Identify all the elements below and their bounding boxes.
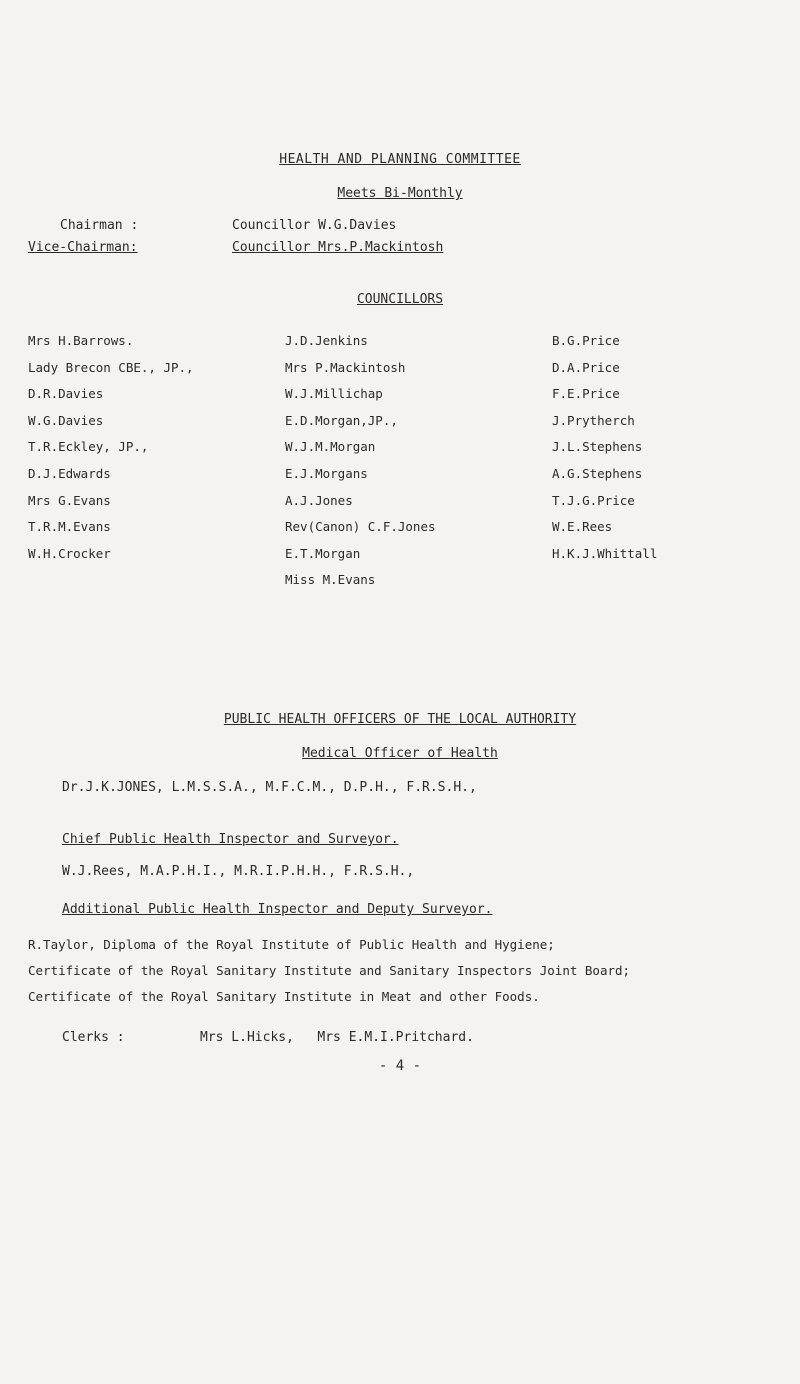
- councillor-name: D.A.Price: [552, 359, 620, 375]
- councillor-name: T.R.Eckley, JP.,: [28, 439, 149, 455]
- chief-inspector-title: Chief Public Health Inspector and Surveyor.: [62, 832, 399, 847]
- councillor-name: B.G.Price: [552, 333, 620, 348]
- councillor-name: D.J.Edwards: [28, 465, 111, 481]
- councillor-name: W.H.Crocker: [28, 545, 111, 561]
- councillor-name: W.E.Rees: [552, 519, 613, 535]
- chief-inspector-name: W.J.Rees, M.A.P.H.I., M.R.I.P.H.H., F.R.S.H.,: [62, 864, 415, 879]
- officers-heading: PUBLIC HEALTH OFFICERS OF THE LOCAL AUTHORITY: [223, 712, 577, 727]
- councillor-name: T.J.G.Price: [552, 492, 635, 508]
- councillor-name: D.R.Davies: [28, 386, 104, 402]
- councillor-name: W.J.Millichap: [285, 386, 383, 402]
- medical-officer-name: Dr.J.K.JONES, L.M.S.S.A., M.F.C.M., D.P.H., F.R.S.H.,: [62, 780, 477, 795]
- vice-chairman-label: Vice-Chairman:: [28, 240, 138, 255]
- councillor-name: E.T.Morgan: [285, 545, 361, 561]
- councillor-name: J.D.Jenkins: [285, 333, 368, 348]
- councillor-name: J.L.Stephens: [552, 439, 643, 455]
- clerks-value: Mrs L.Hicks, Mrs E.M.I.Pritchard.: [200, 1030, 474, 1045]
- councillor-name: W.J.M.Morgan: [285, 439, 376, 455]
- councillor-name: H.K.J.Whittall: [552, 545, 658, 561]
- additional-inspector-details: [28, 932, 798, 1010]
- councillor-name: E.J.Morgans: [285, 465, 368, 481]
- councillor-name: Miss M.Evans: [285, 572, 376, 588]
- meeting-frequency: Meets Bi-Monthly: [337, 186, 463, 201]
- councillor-name: Lady Brecon CBE., JP.,: [28, 359, 194, 375]
- councillor-name: Mrs H.Barrows.: [28, 333, 134, 348]
- councillors-column-1: [28, 328, 194, 567]
- councillors-column-2: [285, 328, 436, 594]
- councillor-name: Rev(Canon) C.F.Jones: [285, 519, 436, 535]
- councillor-name: A.G.Stephens: [552, 465, 643, 481]
- councillors-heading: COUNCILLORS: [356, 292, 444, 307]
- councillor-name: E.D.Morgan,JP.,: [285, 412, 398, 428]
- councillor-name: A.J.Jones: [285, 492, 353, 508]
- councillor-name: Mrs G.Evans: [28, 492, 111, 508]
- councillor-name: T.R.M.Evans: [28, 519, 111, 535]
- medical-officer-title: Medical Officer of Health: [302, 746, 498, 761]
- qualification-line: Certificate of the Royal Sanitary Institute in Meat and other Foods.: [28, 989, 540, 1004]
- vice-chairman-value: Councillor Mrs.P.Mackintosh: [232, 240, 444, 255]
- councillor-name: J.Prytherch: [552, 412, 635, 428]
- councillors-column-3: [552, 328, 657, 567]
- councillor-name: W.G.Davies: [28, 412, 104, 428]
- chairman-label: Chairman :: [60, 218, 139, 233]
- page-number: - 4 -: [378, 1058, 422, 1074]
- committee-title: HEALTH AND PLANNING COMMITTEE: [279, 152, 521, 167]
- councillor-name: F.E.Price: [552, 386, 620, 402]
- qualification-line: Certificate of the Royal Sanitary Institute and Sanitary Inspectors Joint Board;: [28, 963, 631, 978]
- qualification-line: R.Taylor, Diploma of the Royal Institute of Public Health and Hygiene;: [28, 937, 555, 952]
- additional-inspector-title: Additional Public Health Inspector and Deputy Surveyor.: [62, 902, 493, 917]
- chairman-value: Councillor W.G.Davies: [232, 218, 397, 233]
- councillor-name: Mrs P.Mackintosh: [285, 359, 406, 375]
- clerks-label: Clerks :: [62, 1030, 125, 1045]
